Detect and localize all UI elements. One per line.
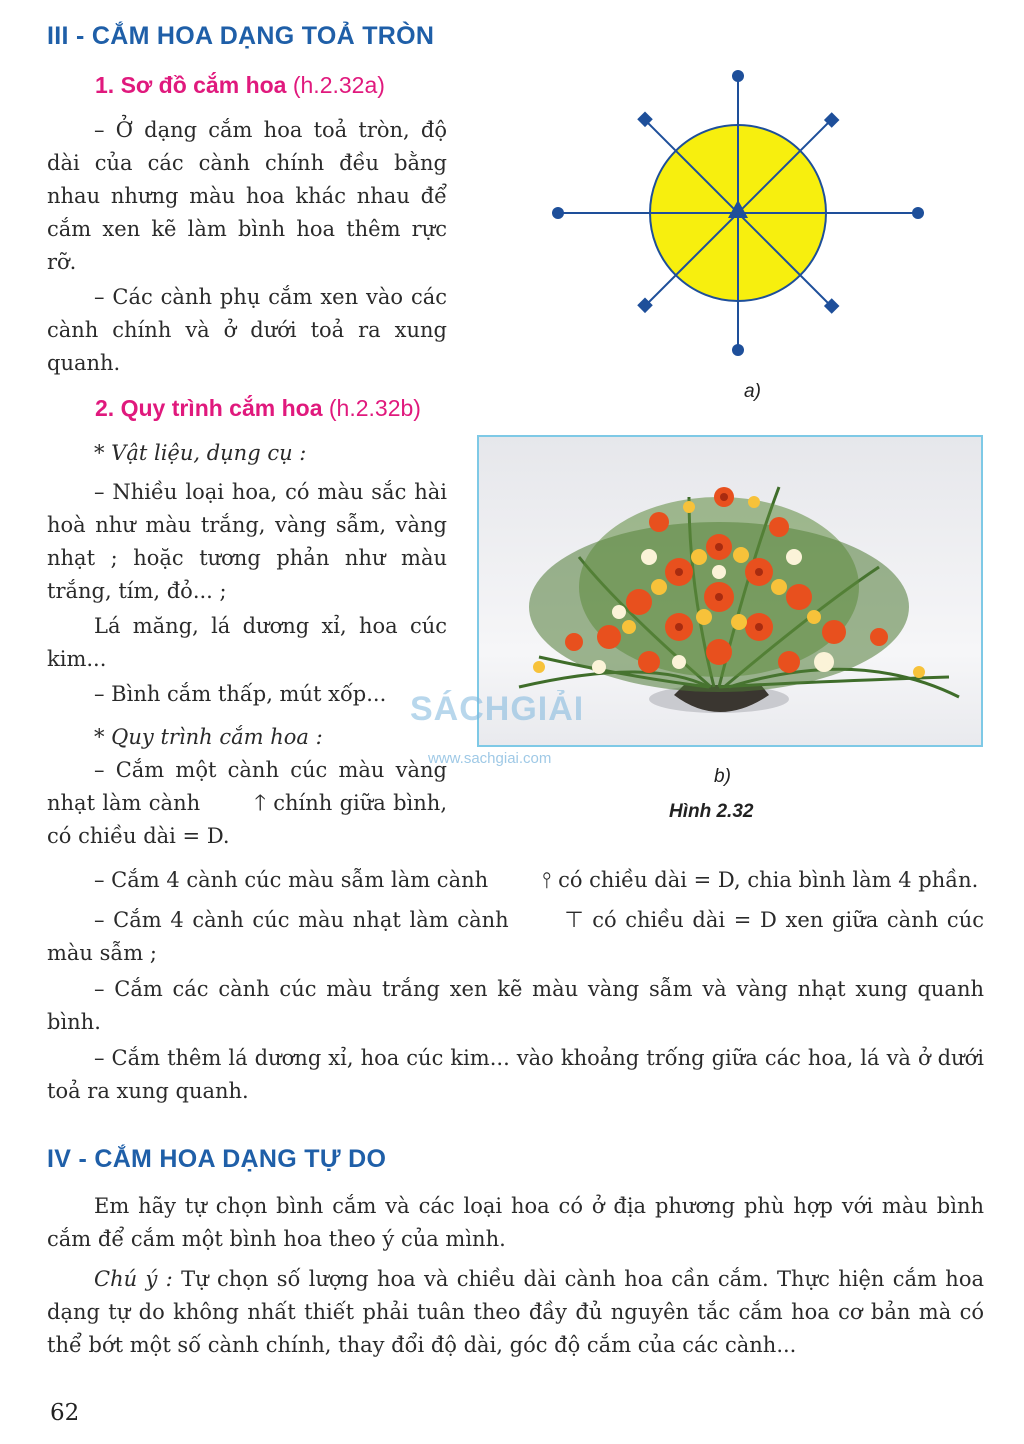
round-head-stem-icon: ⫯ [541,868,552,893]
radial-arrangement-diagram [540,60,940,370]
section-3-title: III - CẮM HOA DẠNG TOẢ TRÒN [47,22,435,50]
left-column-block-1 [47,114,447,380]
dark-stems-text-b: có chiều dài = D, chia bình làm 4 phần. [558,868,979,892]
subsection-2-label: 2. Quy trình cắm hoa [95,395,323,421]
paragraph-note [47,1263,984,1362]
subsection-1-ref: (h.2.32a) [292,72,385,98]
watermark-brand: SÁCHGIẢI [410,690,585,728]
light-stems-text-b: có chiều dài = D xen giữa cành cúc màu sẫm ; [47,908,984,965]
note-text: Tự chọn số lượng hoa và chiều dài cành hoa cần cắm. Thực hiện cắm hoa dạng tự do không nhất thiết phải tuân theo đầy đủ nguyên tắc cắm hoa cơ bản mà có thể bớt một số cành chính, thay đổi độ dài, góc độ cắm của các cành... [47,1267,984,1357]
materials-heading: * Vật liệu, dụng cụ : [94,441,307,465]
paragraph-light-stems [47,904,984,970]
paragraph-white-stems: – Cắm các cành cúc màu trắng xen kẽ màu vàng sẫm và vàng nhạt xung quanh bình. [47,977,984,1034]
section-4-body [47,1190,984,1362]
paragraph-dark-stems [47,864,984,897]
left-column-block-2 [47,437,447,853]
main-stem-arrow-icon: 🡑 [254,791,266,816]
light-stems-text-a: – Cắm 4 cành cúc màu nhạt làm cành [94,908,509,932]
paragraph-secondary-stems: – Các cành phụ cắm xen vào các cành chính và ở dưới toả ra xung quanh. [47,285,447,375]
subsection-2-ref: (h.2.32b) [328,395,421,421]
paragraph-main-stem [47,754,447,853]
page-number: 62 [50,1400,80,1426]
watermark-url: www.sachgiai.com [428,750,552,767]
subsection-2-heading [95,395,421,422]
dark-stems-text-a: – Cắm 4 cành cúc màu sẫm làm cành [94,868,489,892]
figure-title: Hình 2.32 [669,801,754,822]
paragraph-fill-leaves: – Cắm thêm lá dương xỉ, hoa cúc kim... vào khoảng trống giữa các hoa, lá và ở dưới toả ra xung quanh. [47,1046,984,1103]
subsection-1-heading [95,72,385,99]
paragraph-flower-types: – Nhiều loại hoa, có màu sắc hài hoà như màu trắng, vàng sẫm, vàng nhạt ; hoặc tương phản như màu trắng, tím, đỏ... ; [47,480,447,603]
main-stem-text-a: – Cắm một cành cúc màu vàng nhạt làm cành [47,758,447,815]
paragraph-leaves: Lá măng, lá dương xỉ, hoa cúc kim... [47,614,447,671]
procedure-steps-block [47,864,984,1108]
paragraph-free-style: Em hãy tự chọn bình cắm và các loại hoa có ở địa phương phù hợp với màu bình cắm để cắm một bình hoa theo ý của mình. [47,1194,984,1251]
section-4-title: IV - CẮM HOA DẠNG TỰ DO [47,1145,387,1173]
procedure-heading: * Quy trình cắm hoa : [94,725,323,749]
note-label: Chú ý : [94,1267,173,1291]
main-stem-text-b: chính giữa bình, có chiều dài = D. [47,791,448,848]
paragraph-radial-rule: – Ở dạng cắm hoa toả tròn, độ dài của các cành chính đều bằng nhau nhưng màu hoa khác nhau để cắm xen kẽ làm bình hoa thêm rực rỡ. [47,118,447,274]
square-head-stem-icon: ⊤ [564,908,584,933]
paragraph-vase: – Bình cắm thấp, mút xốp... [94,682,387,706]
subsection-1-label: 1. Sơ đồ cắm hoa [95,72,287,98]
caption-a: a) [744,381,761,402]
caption-b: b) [714,766,731,787]
